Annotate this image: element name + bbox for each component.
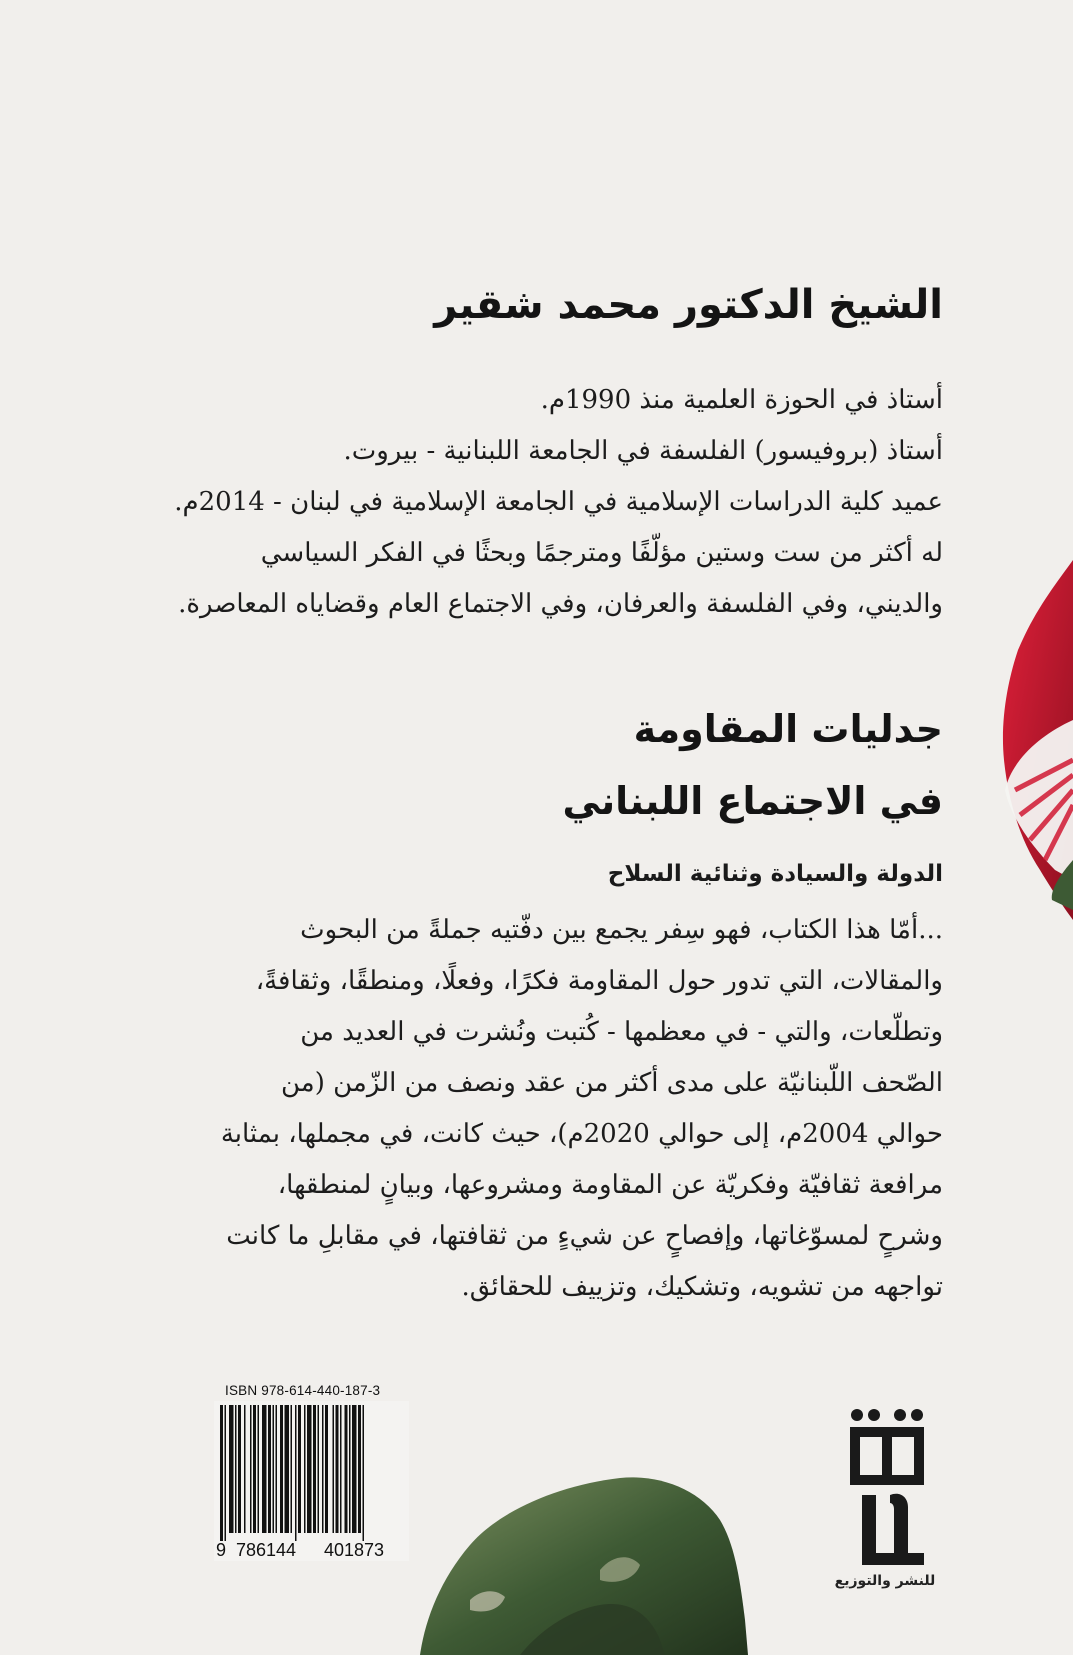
bio-line: أستاذ في الحوزة العلمية منذ 1990م. <box>540 385 943 415</box>
barcode-bar <box>262 1405 267 1533</box>
bio-line: أستاذ (بروفيسور) الفلسفة في الجامعة اللبنانية - بيروت. <box>343 436 943 466</box>
barcode-bar <box>229 1405 234 1533</box>
barcode-bar <box>295 1405 297 1541</box>
blurb-line: والمقالات، التي تدور حول المقاومة فكرًا، وفعلًا، ومنطقًا، وثقافةً، <box>255 966 943 996</box>
barcode-bar <box>336 1405 339 1533</box>
barcode-bar <box>276 1405 278 1533</box>
barcode-bar <box>349 1405 351 1533</box>
book-title-line1: جدليات المقاومة <box>633 707 943 751</box>
barcode-bar <box>238 1405 241 1533</box>
barcode-bar <box>220 1405 223 1541</box>
barcode-bar <box>298 1405 301 1533</box>
blurb-line: حوالي 2004م، إلى حوالي 2020م)، حيث كانت، في مجملها، بمثابة <box>220 1119 943 1149</box>
barcode-bar <box>304 1405 306 1533</box>
barcode-bar <box>363 1405 365 1541</box>
barcode-bar <box>280 1405 283 1533</box>
book-subtitle: الدولة والسيادة وثنائية السلاح <box>607 861 943 887</box>
barcode-bar <box>340 1405 342 1533</box>
barcode-bar <box>352 1405 357 1533</box>
blurb-line: وشرحٍ لمسوّغاتها، وإفصاحٍ عن شيءٍ من ثقافتها، في مقابلِ ما كانت <box>226 1221 943 1251</box>
author-bio <box>163 375 943 630</box>
barcode-bar <box>318 1405 320 1533</box>
barcode-bar <box>244 1405 246 1533</box>
barcode-bar <box>291 1405 293 1533</box>
barcode-bar <box>313 1405 316 1533</box>
bio-line: عميد كلية الدراسات الإسلامية في الجامعة الإسلامية في لبنان - 2014م. <box>174 487 943 517</box>
barcode-bar <box>273 1405 275 1533</box>
barcode-bar <box>258 1405 260 1533</box>
barcode-bar <box>250 1405 252 1533</box>
blurb-line: الصّحف اللّبنانيّة على مدى أكثر من عقد ونصف من الزّمن (من <box>280 1068 943 1098</box>
book-blurb <box>143 905 943 1313</box>
barcode-digit-group2: 401873 <box>324 1540 385 1560</box>
blurb-line: ...أمّا هذا الكتاب، فهو سِفر يجمع بين دفّتيه جملةً من البحوث <box>300 915 943 945</box>
barcode <box>214 1401 409 1561</box>
barcode-bars <box>214 1401 409 1541</box>
barcode-bar <box>325 1405 328 1533</box>
bio-line: والديني، وفي الفلسفة والعرفان، وفي الاجتماع العام وقضاياه المعاصرة. <box>178 589 943 619</box>
isbn-label: ISBN 978-614-440-187-3 <box>225 1383 381 1398</box>
book-title-line2: في الاجتماع اللبناني <box>562 779 943 823</box>
barcode-digit-first: 9 <box>216 1540 227 1560</box>
barcode-bar <box>285 1405 290 1533</box>
barcode-bar <box>235 1405 237 1533</box>
barcode-bar <box>307 1405 312 1533</box>
barcode-digit-group1: 786144 <box>236 1540 297 1560</box>
barcode-bar <box>345 1405 348 1533</box>
barcode-bar <box>253 1405 256 1533</box>
blurb-line: تواجهه من تشويه، وتشكيك، وتزييف للحقائق. <box>461 1272 943 1302</box>
barcode-digits <box>214 1540 409 1562</box>
author-name: الشيخ الدكتور محمد شقير <box>434 282 943 328</box>
barcode-bar <box>322 1405 324 1533</box>
blurb-line: مرافعة ثقافيّة وفكريّة عن المقاومة ومشروعها، وبيانٍ لمنطقها، <box>277 1170 943 1200</box>
publisher-logo <box>842 1405 932 1575</box>
book-title <box>243 693 943 837</box>
barcode-bar <box>268 1405 271 1533</box>
publisher-caption: للنشر والتوزيع <box>834 1573 936 1589</box>
barcode-bar <box>358 1405 361 1533</box>
blurb-line: وتطلّعات، والتي - في معظمها - كُتبت ونُشرت في العديد من <box>300 1017 943 1047</box>
barcode-bar <box>225 1405 227 1541</box>
bio-line: له أكثر من ست وستين مؤلّفًا ومترجمًا وبحثًا في الفكر السياسي <box>260 538 943 568</box>
barcode-bar <box>333 1405 335 1533</box>
